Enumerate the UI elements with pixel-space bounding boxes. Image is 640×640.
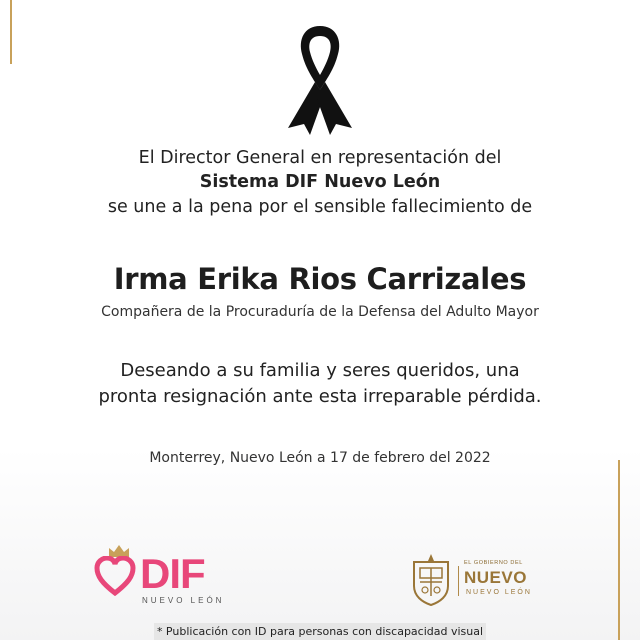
dif-logo — [94, 544, 234, 608]
heart-icon — [94, 556, 136, 596]
institution-name: Sistema DIF Nuevo León — [199, 172, 441, 192]
condolence-line-1: Deseando a su familia y seres queridos, una — [120, 360, 520, 381]
gobierno-nuevo-leon-logo — [410, 552, 540, 608]
gobierno-subtitle: NUEVO LEÓN — [466, 589, 532, 596]
gold-divider-left — [10, 0, 12, 64]
dif-subtitle: NUEVO LEÓN — [142, 596, 225, 605]
logo-divider — [458, 566, 459, 596]
accessibility-footer: * Publicación con ID para personas con discapacidad visual — [154, 623, 486, 640]
place-and-date: Monterrey, Nuevo León a 17 de febrero del 2022 — [149, 450, 491, 466]
gobierno-wordmark: NUEVO — [464, 568, 527, 587]
intro-line-3: se une a la pena por el sensible fallecimiento de — [107, 197, 533, 217]
gold-divider-right — [618, 460, 620, 640]
coat-of-arms-icon — [410, 552, 452, 606]
intro-line-1: El Director General en representación del — [138, 148, 502, 168]
deceased-role: Compañera de la Procuraduría de la Defensa del Adulto Mayor — [101, 304, 539, 320]
dif-wordmark: DIF — [140, 550, 205, 597]
gobierno-small-text: EL GOBIERNO DEL — [464, 560, 523, 566]
deceased-name: Irma Erika Rios Carrizales — [113, 262, 527, 296]
condolence-line-2: pronta resignación ante esta irreparable pérdida. — [98, 386, 542, 407]
mourning-ribbon-icon — [282, 20, 358, 135]
